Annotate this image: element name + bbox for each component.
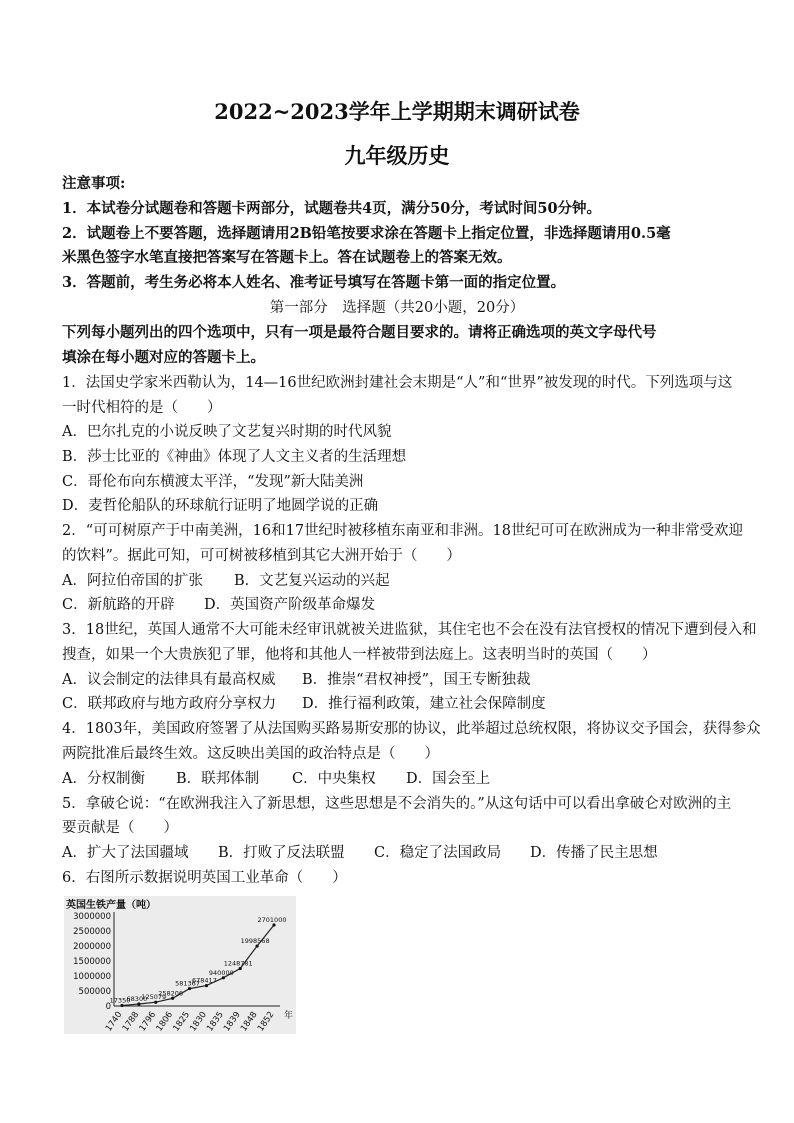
pig-iron-chart-svg: [64, 896, 296, 1034]
x-tick-label: 1848: [238, 1009, 260, 1034]
option: D．推行福利政策，建立社会保障制度: [302, 696, 546, 712]
question-stem: 搜查，如果一个大贵族犯了罪，他将和其他人一样被带到法庭上。这表明当时的英国（ ）: [62, 647, 657, 663]
x-tick-label: 1835: [205, 1009, 226, 1034]
y-tick-label: 0: [105, 1002, 111, 1012]
y-tick-label: 1500000: [73, 957, 111, 967]
option-row: [62, 767, 490, 791]
note-item: 2．试题卷上不要答题，选择题请用2B铅笔按要求涂在答题卡上指定位置，非选择题请用0.5毫: [62, 225, 671, 242]
note-item: 3．答题前，考生务必将本人姓名、准考证号填写在答题卡第一面的指定位置。: [62, 274, 566, 291]
question-stem: 6．右图所示数据说明英国工业革命（ ）: [62, 870, 347, 886]
x-tick-label: 1852: [255, 1009, 277, 1034]
section-heading: 第一部分 选择题（共20小题，20分）: [269, 300, 525, 316]
y-tick-label: 500000: [78, 987, 111, 997]
data-label: 258206: [158, 989, 184, 998]
data-label: 1248781: [223, 959, 253, 968]
option-row: [62, 569, 390, 593]
data-label: 125079: [141, 993, 167, 1002]
option-row: [62, 593, 375, 617]
option: D．传播了民主思想: [530, 845, 658, 861]
option: A．分权制衡: [62, 771, 145, 787]
x-tick-label: 1740: [103, 1009, 125, 1034]
x-tick-label: 1788: [120, 1009, 142, 1034]
question-stem: 1．法国史学家米西勒认为，14—16世纪欧洲封建社会末期是“人”和“世界”被发现的时代。下列选项与这: [62, 375, 733, 391]
data-label: 68300: [126, 994, 148, 1003]
x-tick-label: 1796: [137, 1009, 159, 1034]
option: C．哥伦布向东横渡太平洋，“发现”新大陆美洲: [62, 474, 364, 490]
x-tick-label: 1806: [154, 1009, 176, 1034]
question-stem: 要贡献是（ ）: [62, 820, 178, 836]
x-tick-label: 1825: [171, 1009, 193, 1034]
option: A．阿拉伯帝国的扩张: [62, 573, 203, 589]
note-item: 1．本试卷分试题卷和答题卡两部分，试题卷共4页，满分50分，考试时间50分钟。: [62, 200, 602, 217]
option: C．联邦政府与地方政府分享权力: [62, 696, 277, 712]
note-item: 米黑色签字水笔直接把答案写在答题卡上。答在试题卷上的答案无效。: [62, 249, 512, 266]
y-tick-label: 2000000: [73, 942, 111, 952]
x-tick-label: 1839: [222, 1009, 243, 1034]
option-row: [62, 841, 658, 865]
pig-iron-chart: [64, 896, 296, 1034]
data-label: 1998568: [240, 937, 270, 946]
option: C．中央集权: [292, 771, 376, 787]
data-label: 17350: [109, 996, 131, 1005]
question-stem: 5．拿破仑说：“在欧洲我注入了新思想，这些思想是不会消失的。”从这句话中可以看出拿破仑对欧洲的主: [62, 796, 732, 812]
section-instruction: 填涂在每小题对应的答题卡上。: [62, 349, 265, 366]
y-tick-label: 2500000: [73, 927, 111, 937]
question-stem: 4．1803年，美国政府签署了从法国购买路易斯安那的协议，此举超过总统权限，将协议交予国会，获得参众: [62, 721, 761, 737]
option: C．新航路的开辟: [62, 597, 175, 613]
option: A．议会制定的法律具有最高权威: [62, 672, 276, 688]
question-stem: 2．“可可树原产于中南美洲，16和17世纪时被移植东南亚和非洲。18世纪可可在欧洲成为一种非常受欢迎: [62, 523, 743, 539]
x-tick-label: 1830: [188, 1009, 209, 1034]
question-stem: 的饮料”。据此可知，可可树被移植到其它大洲开始于（ ）: [62, 548, 461, 564]
option: B．打败了反法联盟: [218, 845, 345, 861]
exam-title: 2022~2023学年上学期期末调研试卷: [214, 99, 580, 124]
question-stem: 两院批准后最终生效。这反映出美国的政治特点是（ ）: [62, 746, 439, 762]
exam-subject: 九年级历史: [344, 143, 450, 168]
y-tick-label: 1000000: [73, 972, 111, 982]
x-axis-label: 年: [284, 1011, 294, 1021]
option: B．文艺复兴运动的兴起: [234, 573, 390, 589]
option: A．巴尔扎克的小说反映了文艺复兴时期的时代风貌: [62, 424, 392, 440]
option: B．推崇“君权神授”，国王专断独裁: [302, 672, 531, 688]
option: D．麦哲伦船队的环球航行证明了地圆学说的正确: [62, 498, 379, 514]
question-stem: 一时代相符的是（ ）: [62, 400, 222, 416]
option-row: [62, 668, 530, 692]
chart-title: 英国生铁产量（吨）: [66, 900, 156, 911]
data-label: 2701000: [257, 915, 287, 924]
option: D．国会至上: [406, 771, 491, 787]
data-label: 940000: [208, 968, 234, 977]
data-label: 581367: [175, 979, 200, 988]
option: B．莎士比亚的《神曲》体现了人文主义者的生活理想: [62, 449, 407, 465]
option: B．联邦体制: [176, 771, 260, 787]
option-row: [62, 692, 546, 716]
section-instruction: 下列每小题列出的四个选项中，只有一项是最符合题目要求的。请将正确选项的英文字母代号: [62, 324, 657, 341]
option: C．稳定了法国政局: [374, 845, 502, 861]
notes-heading: 注意事项:: [62, 175, 126, 192]
option: D．英国资产阶级革命爆发: [204, 597, 376, 613]
data-label: 678417: [192, 976, 217, 985]
option: A．扩大了法国疆域: [62, 845, 189, 861]
y-tick-label: 3000000: [73, 912, 111, 922]
question-stem: 3．18世纪，英国人通常不大可能未经审讯就被关进监狱，其住宅也不会在没有法官授权的情况下遭到侵入和: [62, 622, 757, 638]
